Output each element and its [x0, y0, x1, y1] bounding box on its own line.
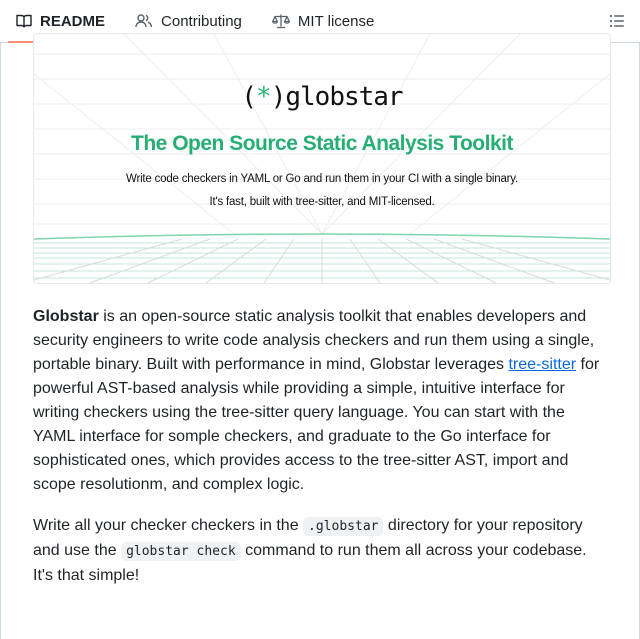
globstar-check-code: globstar check — [121, 542, 241, 561]
hero-tagline: The Open Source Static Analysis Toolkit — [131, 132, 513, 155]
hero-subtitle-1: Write code checkers in YAML or Go and run them in your CI with a single binary. — [126, 173, 518, 185]
people-icon — [135, 13, 153, 29]
tab-license-label: MIT license — [297, 12, 375, 30]
list-unordered-icon — [608, 17, 626, 34]
globstar-dir-code: .globstar — [303, 517, 383, 536]
tab-contributing-label: Contributing — [161, 12, 242, 30]
hero-banner-image — [33, 33, 611, 284]
perspective-grid-graphic — [34, 34, 610, 283]
hero-subtitle-2: It's fast, built with tree-sitter, and MIT-licensed. — [209, 196, 435, 208]
intro-paragraph: Globstar is an open-source static analysis toolkit that enables developers and security engineers to write code analysis checkers and run them using a single, portable binary. Built with performance in mind, Globstar leverages tree-sitter for powerful AST-based analysis while providing a simple, intuitive interface for writing checkers using the tree-sitter query language. You can start with the YAML interface for somple checkers, and graduate to the Go interface for sophisticated ones, which provides access to the tree-sitter AST, import and scope resolutionm, and complex logic. — [33, 308, 600, 493]
outline-button[interactable] — [608, 12, 626, 30]
tab-readme-label: README — [40, 12, 106, 30]
tree-sitter-link[interactable]: tree-sitter — [508, 356, 577, 373]
globstar-bold: Globstar — [33, 308, 99, 325]
book-icon — [16, 13, 32, 29]
globstar-logo: (*)globstar — [241, 82, 403, 112]
usage-paragraph: Write all your checker checkers in the .globstar directory for your repository and use the globstar check command to run them all across your codebase. It's that simple! — [33, 517, 587, 584]
law-scale-icon — [272, 13, 290, 29]
